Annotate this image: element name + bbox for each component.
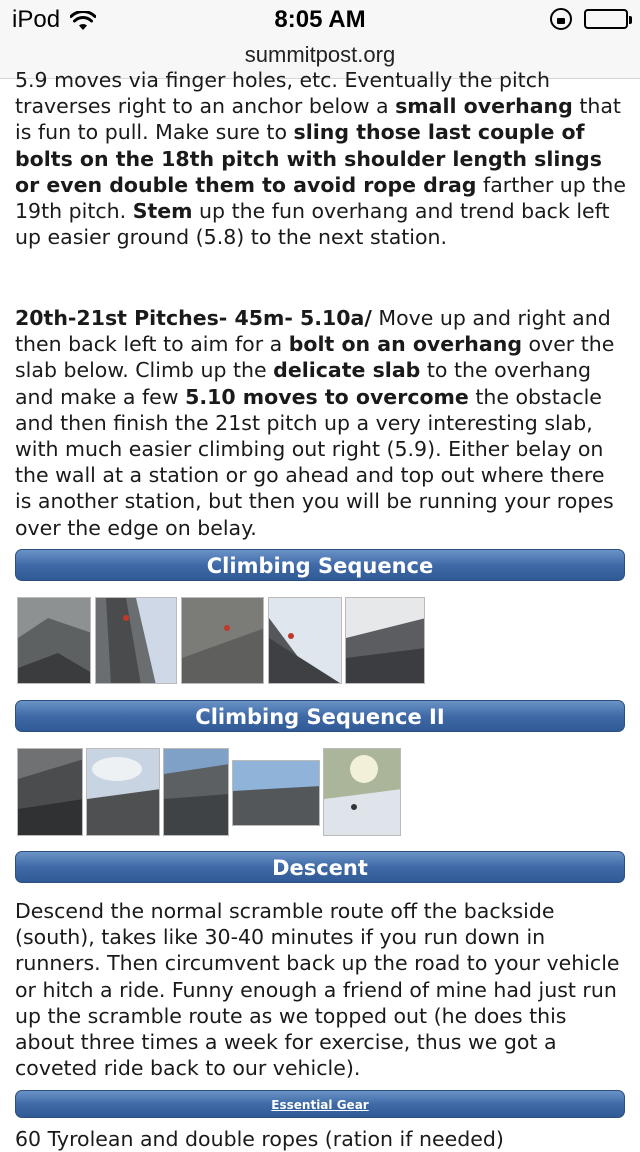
bold-text: bolt on an overhang	[288, 332, 522, 357]
status-time: 8:05 AM	[274, 6, 366, 33]
bold-text: 5.10 moves to overcome	[185, 384, 469, 409]
status-right	[550, 8, 628, 30]
pitch-19-paragraph	[15, 67, 627, 250]
text: that is fun to pull. Make sure to	[15, 94, 621, 145]
photo-thumbnail[interactable]	[323, 748, 401, 836]
rotation-lock-icon	[550, 8, 572, 30]
bold-text: Stem	[132, 199, 193, 224]
bold-text: delicate slab	[273, 358, 421, 383]
section-descent[interactable]	[15, 851, 625, 883]
status-bar	[0, 0, 640, 40]
photo-thumbnail[interactable]	[17, 748, 83, 836]
section-climbing-sequence[interactable]	[15, 549, 625, 581]
photo-thumbnail[interactable]	[95, 597, 177, 684]
gear-cutoff-line: 60 Tyrolean and double ropes (ration if needed)	[15, 1127, 504, 1151]
text: over the slab below. Climb up the	[15, 332, 615, 383]
photo-thumbnail[interactable]	[232, 760, 320, 826]
section-title: Climbing Sequence	[206, 554, 434, 578]
text: up the fun overhang and trend back left up easier ground (5.8) to the next station.	[15, 199, 610, 250]
descent-paragraph: Descend the normal scramble route off the backside (south), takes like 30-40 minutes if you run down in runners. Then circumvent back up the road to your vehicle or hitch a ride. Funny enough a friend of mine had just run up the scramble route as we topped out (he does this about three times a week for exercise, thus we got a coveted ride back to our vehicle).	[15, 899, 620, 1081]
photo-thumbnail[interactable]	[181, 597, 264, 684]
cutoff-line: 5.9 moves via finger holes, etc. Eventually the pitch	[15, 68, 550, 92]
text: to the overhang and make a few	[15, 358, 592, 409]
section-title[interactable]: Essential Gear	[271, 1098, 369, 1112]
text: the obstacle and then finish the 21st pitch up a very interesting slab, with much easier climbing out right (5.9). Either belay on the wall at a station or go ahead and top out where there is another station, but then you will be running your ropes over the edge on belay.	[15, 384, 614, 540]
section-title: Climbing Sequence II	[195, 705, 445, 729]
text: Move up and right and then back left to aim for a	[15, 306, 611, 357]
text: traverses right to an anchor below a	[15, 94, 396, 119]
url-domain[interactable]: summitpost.org	[244, 42, 396, 67]
photo-thumbnail[interactable]	[17, 597, 91, 684]
bold-text: small overhang	[395, 94, 573, 119]
text: farther up the 19th pitch.	[15, 172, 626, 224]
device-name: iPod	[12, 6, 61, 33]
photo-thumbnail[interactable]	[163, 748, 229, 836]
photo-thumbnail[interactable]	[345, 597, 425, 684]
photo-thumbnail[interactable]	[268, 597, 342, 684]
pitch-20-21-paragraph	[15, 305, 627, 541]
section-title: Descent	[272, 856, 368, 880]
bold-text: sling those last couple of bolts on the 18th pitch with shoulder length slings or even double them to avoid rope drag	[15, 120, 602, 197]
photo-thumbnail[interactable]	[86, 748, 160, 836]
battery-icon	[584, 9, 628, 29]
section-essential-gear[interactable]	[15, 1090, 625, 1118]
section-climbing-sequence-2[interactable]	[15, 700, 625, 732]
pitch-heading: 20th-21st Pitches- 45m- 5.10a/	[15, 306, 372, 330]
